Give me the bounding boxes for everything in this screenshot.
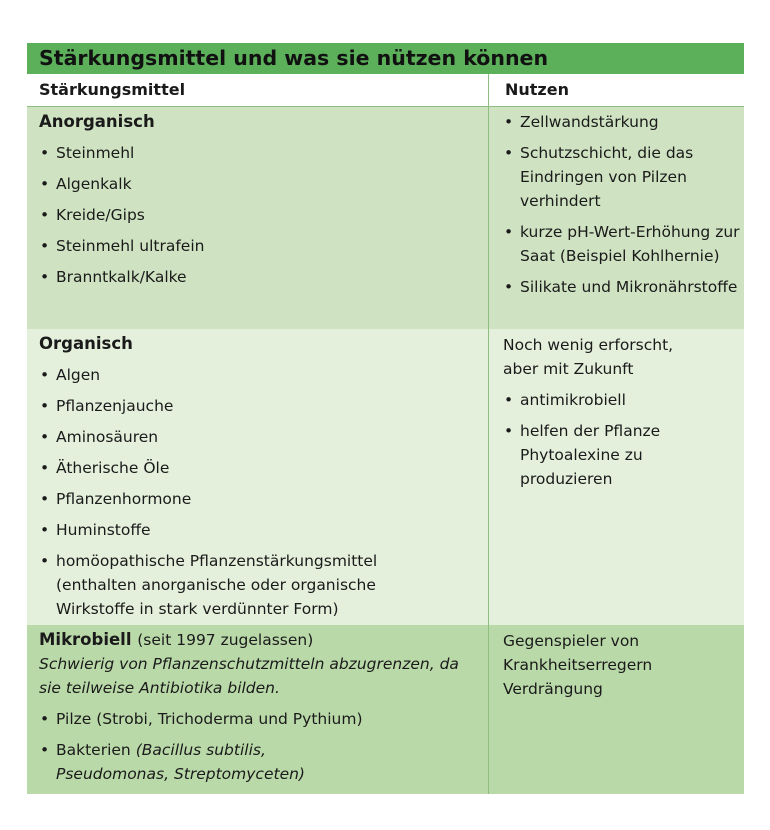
staerkungsmittel-table xyxy=(27,43,744,794)
section-anorganisch-right xyxy=(489,107,744,329)
list-item: • Pflanzenjauche xyxy=(39,394,488,418)
list-item-italic: (Bacillus subtilis, Pseudomonas, Streptomyceten) xyxy=(56,741,305,783)
note-line: Noch wenig erforscht, xyxy=(503,336,674,354)
header-right: Nutzen xyxy=(505,80,569,99)
note-line: aber mit Zukunft xyxy=(503,360,634,378)
section-organisch-right xyxy=(489,329,744,625)
item-list xyxy=(39,707,488,786)
section-heading-suffix: (seit 1997 zugelassen) xyxy=(137,631,314,649)
list-item: • Ätherische Öle xyxy=(39,456,488,480)
section-heading: Organisch xyxy=(39,334,133,353)
section-heading xyxy=(39,628,488,652)
list-item: • Steinmehl xyxy=(39,141,488,165)
list-item: • Aminosäuren xyxy=(39,425,488,449)
benefit-line: Gegenspieler von Krankheitserregern xyxy=(503,632,653,674)
benefit-item: • kurze pH-Wert-Erhöhung zur Saat (Beispiel Kohlhernie) xyxy=(503,220,744,268)
item-list xyxy=(39,363,488,621)
benefit-list xyxy=(503,388,744,491)
section-note: Schwierig von Pflanzenschutzmitteln abzugrenzen, da sie teilweise Antibiotika bilden. xyxy=(39,655,459,697)
section-anorganisch-left xyxy=(27,107,489,329)
list-item: • Pilze (Strobi, Trichoderma und Pythium) xyxy=(39,707,488,731)
section-mikrobiell-left xyxy=(27,625,489,794)
benefit-item: • antimikrobiell xyxy=(503,388,744,412)
benefit-list xyxy=(503,110,744,299)
section-anorganisch xyxy=(27,107,744,329)
section-mikrobiell-right xyxy=(489,625,744,794)
section-heading-text: Mikrobiell xyxy=(39,630,132,649)
section-heading: Anorganisch xyxy=(39,112,155,131)
list-item: • homöopathische Pflanzenstärkungsmittel (enthalten anorganische oder organische Wirkstoffe in stark verdünnter Form) xyxy=(39,549,488,621)
list-item: • Steinmehl ultrafein xyxy=(39,234,488,258)
benefit-item: • Zellwandstärkung xyxy=(503,110,744,134)
header-left: Stärkungsmittel xyxy=(27,74,489,106)
list-item xyxy=(39,738,488,786)
benefit-line: Verdrängung xyxy=(503,680,603,698)
item-list xyxy=(39,141,488,289)
list-item: • Algenkalk xyxy=(39,172,488,196)
list-item: • Huminstoffe xyxy=(39,518,488,542)
header-row xyxy=(27,74,744,107)
table-title: Stärkungsmittel und was sie nützen können xyxy=(27,43,744,74)
benefit-item: • Schutzschicht, die das Eindringen von Pilzen verhindert xyxy=(503,141,744,213)
list-item-text: Bakterien xyxy=(56,741,131,759)
benefit-item: • Silikate und Mikronährstoffe xyxy=(503,275,744,299)
section-organisch-left xyxy=(27,329,489,625)
list-item: • Pflanzenhormone xyxy=(39,487,488,511)
list-item: • Kreide/Gips xyxy=(39,203,488,227)
section-mikrobiell xyxy=(27,625,744,794)
section-organisch xyxy=(27,329,744,625)
list-item: • Branntkalk/Kalke xyxy=(39,265,488,289)
list-item: • Algen xyxy=(39,363,488,387)
benefit-item: • helfen der Pflanze Phytoalexine zu produzieren xyxy=(503,419,744,491)
